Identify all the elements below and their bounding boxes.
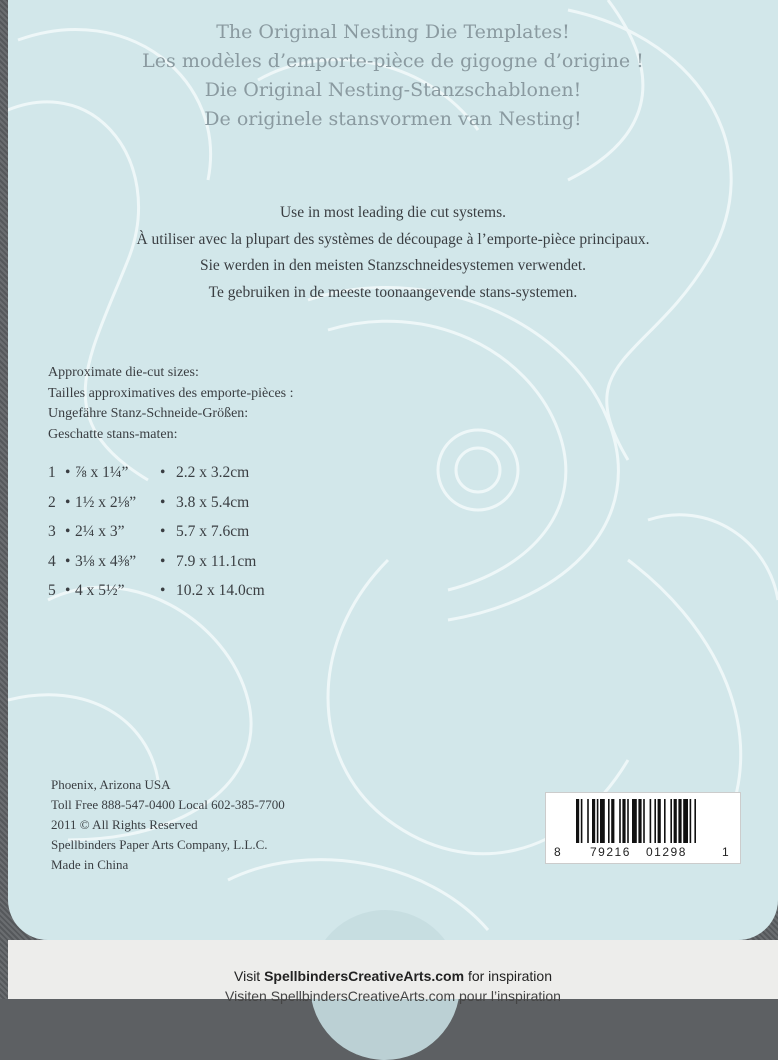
size-number: 5 — [48, 582, 56, 599]
bullet: • — [160, 464, 166, 481]
barcode-bar — [632, 799, 637, 843]
title-fr: Les modèles d’emporte-pièce de gigogne d’origine ! — [142, 50, 644, 72]
size-number: 1 — [48, 464, 56, 481]
sizes-heading-fr: Tailles approximatives des emporte-pièces : — [48, 385, 294, 401]
sizes-heading-de: Ungefähre Stanz-Schneide-Größen: — [48, 406, 249, 421]
size-number: 2 — [48, 493, 56, 511]
size-cm: 5.7 x 7.6cm — [176, 523, 250, 540]
size-cm: 2.2 x 3.2cm — [176, 464, 250, 481]
barcode-bar — [627, 799, 629, 843]
barcode-bar — [622, 799, 625, 843]
website-link[interactable]: SpellbindersCreativeArts.com — [264, 968, 465, 984]
size-inches: 1½ x 2⅛” — [75, 493, 137, 511]
barcode-check-digit: 1 — [722, 845, 729, 859]
size-inches: 2¼ x 3” — [75, 523, 125, 540]
usage-nl: Te gebruiken in de meeste toonaangevende stans-systemen. — [208, 283, 578, 301]
usage-fr: À utiliser avec la plupart des systèmes de découpage à l’emporte-pièce principaux. — [136, 230, 650, 248]
barcode-bar — [664, 799, 666, 843]
barcode-bars — [576, 799, 736, 843]
barcode-bar — [600, 799, 605, 843]
barcode-bar — [690, 799, 692, 843]
sizes-list — [48, 464, 348, 612]
barcode-bar — [576, 799, 579, 843]
bullet: • — [65, 552, 71, 570]
bullet: • — [65, 493, 71, 511]
title-de: Die Original Nesting-Stanzschablonen! — [204, 79, 582, 101]
visit-suffix: for inspiration — [464, 968, 552, 984]
bullet: • — [65, 523, 71, 540]
size-cm: 3.8 x 5.4cm — [176, 493, 250, 511]
barcode-bar — [638, 799, 641, 843]
visit-line — [8, 968, 778, 984]
barcode-bar — [608, 799, 610, 843]
made-in: Made in China — [51, 857, 129, 872]
sizes-heading — [48, 363, 294, 445]
package-card — [8, 0, 778, 940]
barcode-bar — [597, 799, 599, 843]
barcode-bar — [611, 799, 614, 843]
size-inches: ⅞ x 1¼” — [75, 464, 129, 481]
usage-text — [8, 200, 778, 306]
bullet: • — [160, 552, 166, 570]
size-row — [48, 523, 348, 553]
barcode-bar — [581, 799, 583, 843]
size-number: 3 — [48, 523, 56, 540]
bullet: • — [160, 493, 166, 511]
usage-en: Use in most leading die cut systems. — [279, 204, 506, 221]
barcode-bar — [654, 799, 656, 843]
barcode-bar — [658, 799, 661, 843]
barcode-bar — [670, 799, 672, 843]
barcode-bar — [592, 799, 595, 843]
barcode-bar — [643, 799, 645, 843]
size-inches: 3⅛ x 4⅜” — [75, 552, 137, 570]
barcode-bar — [587, 799, 589, 843]
size-cm: 10.2 x 14.0cm — [176, 582, 265, 599]
title-nl: De originele stansvormen van Nesting! — [204, 108, 582, 130]
usage-de: Sie werden in den meisten Stanzschneidesystemen verwendet. — [199, 257, 587, 274]
sizes-heading-en: Approximate die-cut sizes: — [48, 365, 199, 380]
barcode-bar — [674, 799, 677, 843]
size-inches: 4 x 5½” — [75, 582, 125, 599]
barcode-bar — [619, 799, 621, 843]
size-row — [48, 494, 348, 524]
bullet: • — [160, 523, 166, 540]
barcode-bar — [683, 799, 688, 843]
barcode-bar — [694, 799, 696, 843]
size-row — [48, 464, 348, 494]
size-row — [48, 553, 348, 583]
size-number: 4 — [48, 552, 56, 570]
visit-line-fr: Visiten SpellbindersCreativeArts.com pour l’inspiration — [225, 988, 561, 1004]
barcode-label — [545, 792, 741, 864]
visit-prefix: Visit — [234, 968, 265, 984]
bullet: • — [65, 582, 71, 599]
copyright: 2011 © All Rights Reserved — [51, 817, 198, 832]
bullet: • — [65, 464, 71, 481]
barcode-bar — [678, 799, 681, 843]
size-cm: 7.9 x 11.1cm — [176, 552, 257, 570]
company-info — [51, 775, 285, 875]
title-en: The Original Nesting Die Templates! — [216, 21, 570, 43]
company-location: Phoenix, Arizona USA — [51, 777, 171, 792]
company-name: Spellbinders Paper Arts Company, L.L.C. — [51, 837, 268, 852]
barcode-first-digit: 8 — [554, 845, 561, 859]
barcode-left-group: 79216 — [590, 845, 631, 859]
company-phone: Toll Free 888-547-0400 Local 602-385-7700 — [51, 797, 285, 812]
barcode-right-group: 01298 — [646, 845, 687, 859]
sizes-heading-nl: Geschatte stans-maten: — [48, 426, 178, 442]
barcode-bar — [650, 799, 652, 843]
size-row — [48, 582, 348, 612]
bullet: • — [160, 582, 166, 599]
bottom-strip — [8, 940, 778, 1004]
header-titles — [8, 18, 778, 134]
